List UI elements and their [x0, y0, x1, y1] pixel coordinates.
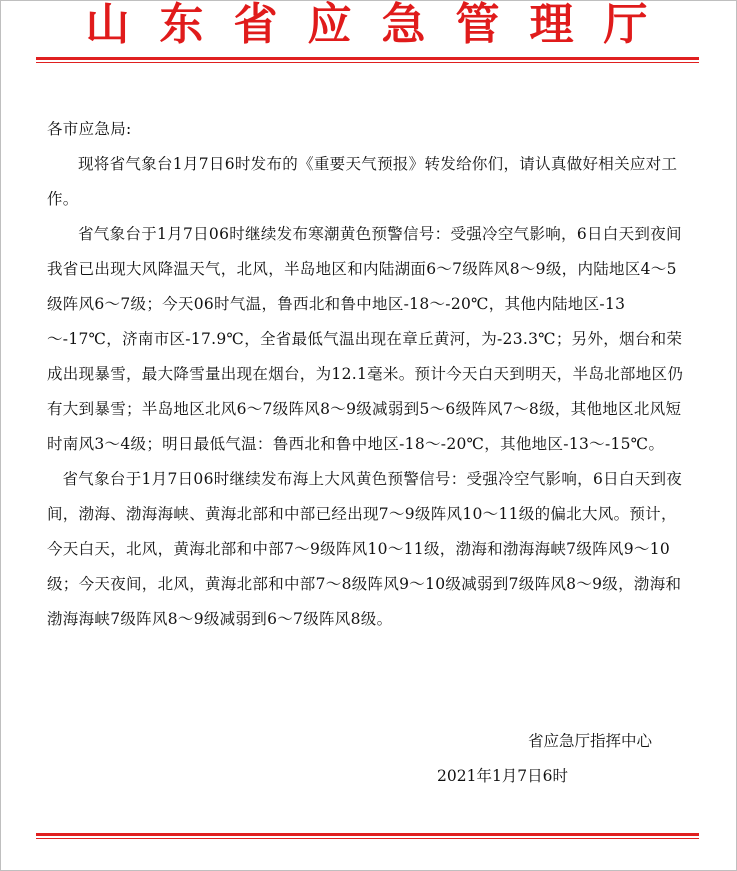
header-divider-thick	[36, 57, 699, 60]
footer-divider-thin	[36, 838, 699, 839]
footer-divider-thick	[36, 833, 699, 836]
document-body	[47, 112, 692, 637]
document-date: 2021年1月7日6时	[437, 767, 569, 785]
paragraph-sea-wind-warning: 省气象台于1月7日06时继续发布海上大风黄色预警信号：受强冷空气影响，6日白天到夜间，渤海、渤海海峡、黄海北部和中部已经出现7～9级阵风10～11级的偏北大风。预计，今天白天，北风，黄海北部和中部7～9级阵风10～11级，渤海和渤海海峡7级阵风9～10级；今天夜间，北风，黄海北部和中部7～8级阵风9～10级减弱到7级阵风8～9级，渤海和渤海海峡7级阵风8～9级减弱到6～7级阵风8级。	[47, 470, 683, 628]
footer-divider	[36, 833, 699, 839]
salutation: 各市应急局:	[47, 120, 132, 138]
paragraph-intro: 现将省气象台1月7日6时发布的《重要天气预报》转发给你们，请认真做好相关应对工作。	[47, 155, 678, 208]
header-divider-thin	[36, 62, 699, 63]
paragraph-cold-wave-warning: 省气象台于1月7日06时继续发布寒潮黄色预警信号：受强冷空气影响，6日白天到夜间我省已出现大风降温天气，北风，半岛地区和内陆湖面6～7级阵风8～9级，内陆地区4～5级阵风6～7级；今天06时气温，鲁西北和鲁中地区-18～-20℃，其他内陆地区-13～-17℃，济南市区-17.9℃，全省最低气温出现在章丘黄河，为-23.3℃；另外，烟台和荣成出现暴雪，最大降雪量出现在烟台，为12.1毫米。预计今天白天到明天，半岛北部地区仍有大到暴雪；半岛地区北风6～7级阵风8～9级减弱到5～6级阵风7～8级，其他地区北风短时南风3～4级；明日最低气温：鲁西北和鲁中地区-18～-20℃，其他地区-13～-15℃。	[47, 225, 684, 453]
signature: 省应急厅指挥中心	[528, 732, 653, 750]
header-divider	[36, 57, 699, 63]
letterhead-title: 山东省应急管理厅	[85, 0, 678, 50]
